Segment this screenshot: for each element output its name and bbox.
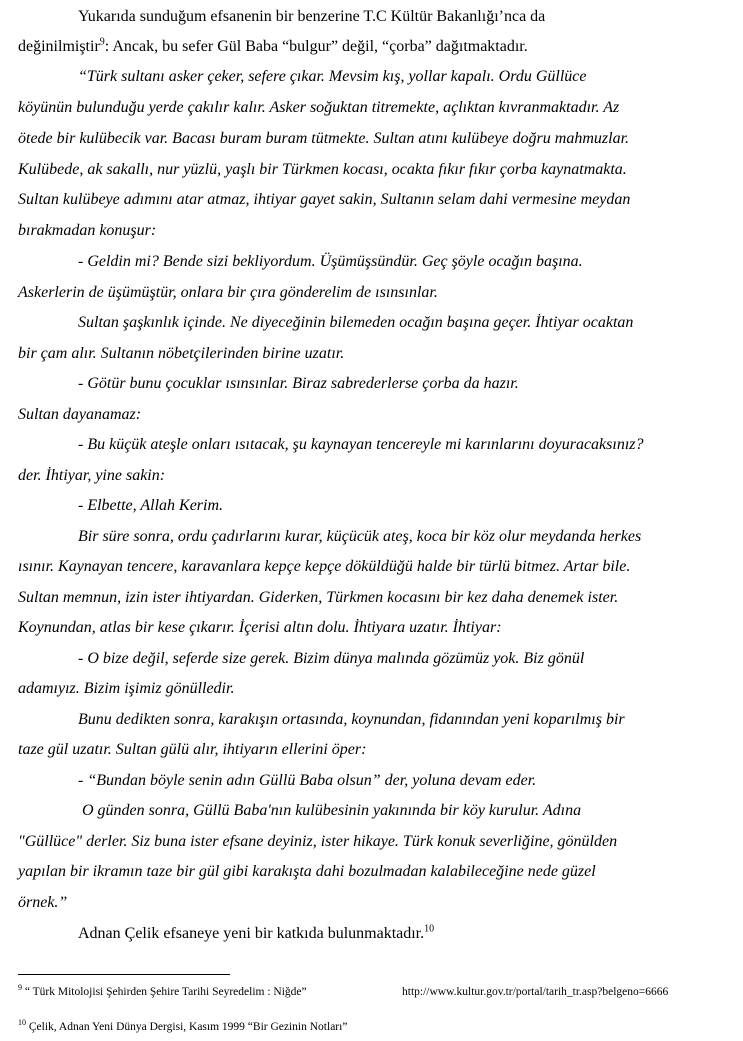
footnote-text: Çelik, Adnan Yeni Dünya Dergisi, Kasım 1999 “Bir Gezinin Notları” bbox=[26, 1021, 348, 1033]
quote-line: adamıyız. Bizim işimiz gönülledir. bbox=[18, 680, 235, 697]
quote-line: - Götür bunu çocuklar ısınsınlar. Biraz sabrederlerse çorba da hazır. bbox=[78, 375, 519, 392]
quote-line: - Elbette, Allah Kerim. bbox=[78, 497, 224, 514]
paragraph-line bbox=[78, 924, 434, 944]
quote-line: - O bize değil, seferde size gerek. Bizim dünya malında gözümüz yok. Biz gönül bbox=[78, 650, 585, 667]
quote-line: der. İhtiyar, yine sakin: bbox=[18, 467, 166, 484]
footnote-number: 9 bbox=[18, 983, 22, 993]
quote-line: Sultan dayanamaz: bbox=[18, 406, 142, 423]
quote-line: bırakmadan konuşur: bbox=[18, 222, 157, 239]
quote-line: ötede bir kulübecik var. Bacası buram buram tütmekte. Sultan atını kulübeye doğru mahmuzlar. bbox=[18, 130, 630, 147]
quote-line: yapılan bir ikramın taze bir gül gibi karakışta dahi bozulmadan kalabileceğine nede güzel bbox=[18, 863, 596, 880]
quote-line: ısınır. Kaynayan tencere, karavanlara kepçe kepçe döküldüğü halde bir türlü bitmez. Artar bile. bbox=[18, 558, 631, 575]
footnote-text: “ Türk Mitolojisi Şehirden Şehire Tarihi Seyredelim : Niğde” bbox=[22, 986, 307, 998]
quote-line: Sultan şaşkınlık içinde. Ne diyeceğinin bilemeden ocağın başına geçer. İhtiyar ocaktan bbox=[78, 314, 634, 331]
quote-line: taze gül uzatır. Sultan gülü alır, ihtiyarın ellerini öper: bbox=[18, 741, 367, 758]
quote-line: köyünün bulunduğu yerde çakılır kalır. Asker soğuktan titremekte, açlıktan kıvranmaktadır. Az bbox=[18, 99, 620, 116]
footnote bbox=[18, 1020, 347, 1034]
quote-line: “Türk sultanı asker çeker, sefere çıkar. Mevsim kış, yollar kapalı. Ordu Güllüce bbox=[78, 68, 587, 85]
footnote-number: 10 bbox=[18, 1018, 26, 1028]
quote-line: Askerlerin de üşümüştür, onlara bir çıra gönderelim de ısınsınlar. bbox=[18, 284, 438, 301]
quote-line: - Geldin mi? Bende sizi bekliyordum. Üşümüşsündür. Geç şöyle ocağın başına. bbox=[78, 253, 583, 270]
paragraph-line bbox=[78, 7, 545, 27]
footnote bbox=[18, 983, 669, 999]
quote-line: bir çam alır. Sultanın nöbetçilerinden birine uzatır. bbox=[18, 345, 345, 362]
paragraph-line bbox=[18, 37, 528, 57]
quote-line: Koynundan, atlas bir kese çıkarır. İçerisi altın dolu. İhtiyara uzatır. İhtiyar: bbox=[18, 619, 502, 636]
quote-line: "Güllüce" derler. Siz buna ister efsane deyiniz, ister hikaye. Türk konuk severliğine, gönülden bbox=[18, 833, 618, 850]
footnote-ref[interactable]: 10 bbox=[424, 923, 435, 935]
footnote-url[interactable]: http://www.kultur.gov.tr/portal/tarih_tr.asp?belgeno=6666 bbox=[402, 986, 669, 998]
text-span: değinilmiştir bbox=[18, 38, 100, 55]
text-span: Yukarıda sunduğum efsanenin bir benzerine T.C Kültür Bakanlığı’nca da bbox=[78, 8, 546, 25]
text-span: : Ancak, bu sefer Gül Baba “bulgur” değil, “çorba” dağıtmaktadır. bbox=[104, 38, 528, 55]
footnote-separator bbox=[18, 974, 230, 975]
quote-line: Bunu dedikten sonra, karakışın ortasında, koynundan, fidanından yeni koparılmış bir bbox=[78, 711, 625, 728]
quote-line: Bir süre sonra, ordu çadırlarını kurar, küçücük ateş, koca bir köz olur meydanda herkes bbox=[78, 528, 642, 545]
quote-line: Kulübede, ak sakallı, nur yüzlü, yaşlı bir Türkmen kocası, ocakta fıkır fıkır çorba kaynatmakta. bbox=[18, 161, 627, 178]
quote-line: O günden sonra, Güllü Baba'nın kulübesinin yakınında bir köy kurulur. Adına bbox=[82, 802, 582, 819]
quote-line: - “Bundan böyle senin adın Güllü Baba olsun” der, yoluna devam eder. bbox=[78, 772, 537, 789]
text-span: Adnan Çelik efsaneye yeni bir katkıda bulunmaktadır. bbox=[78, 925, 425, 942]
quote-line: Sultan memnun, izin ister ihtiyardan. Giderken, Türkmen kocasını bir kez daha denemek ister. bbox=[18, 589, 619, 606]
quote-line: - Bu küçük ateşle onları ısıtacak, şu kaynayan tencereyle mi karınlarını doyuracaksınız? bbox=[78, 436, 644, 453]
quote-line: Sultan kulübeye adımını atar atmaz, ihtiyar gayet sakin, Sultanın selam dahi vermesine meydan bbox=[18, 191, 631, 208]
quote-line: örnek.” bbox=[18, 894, 68, 911]
footnote-ref[interactable]: 9 bbox=[99, 36, 105, 48]
